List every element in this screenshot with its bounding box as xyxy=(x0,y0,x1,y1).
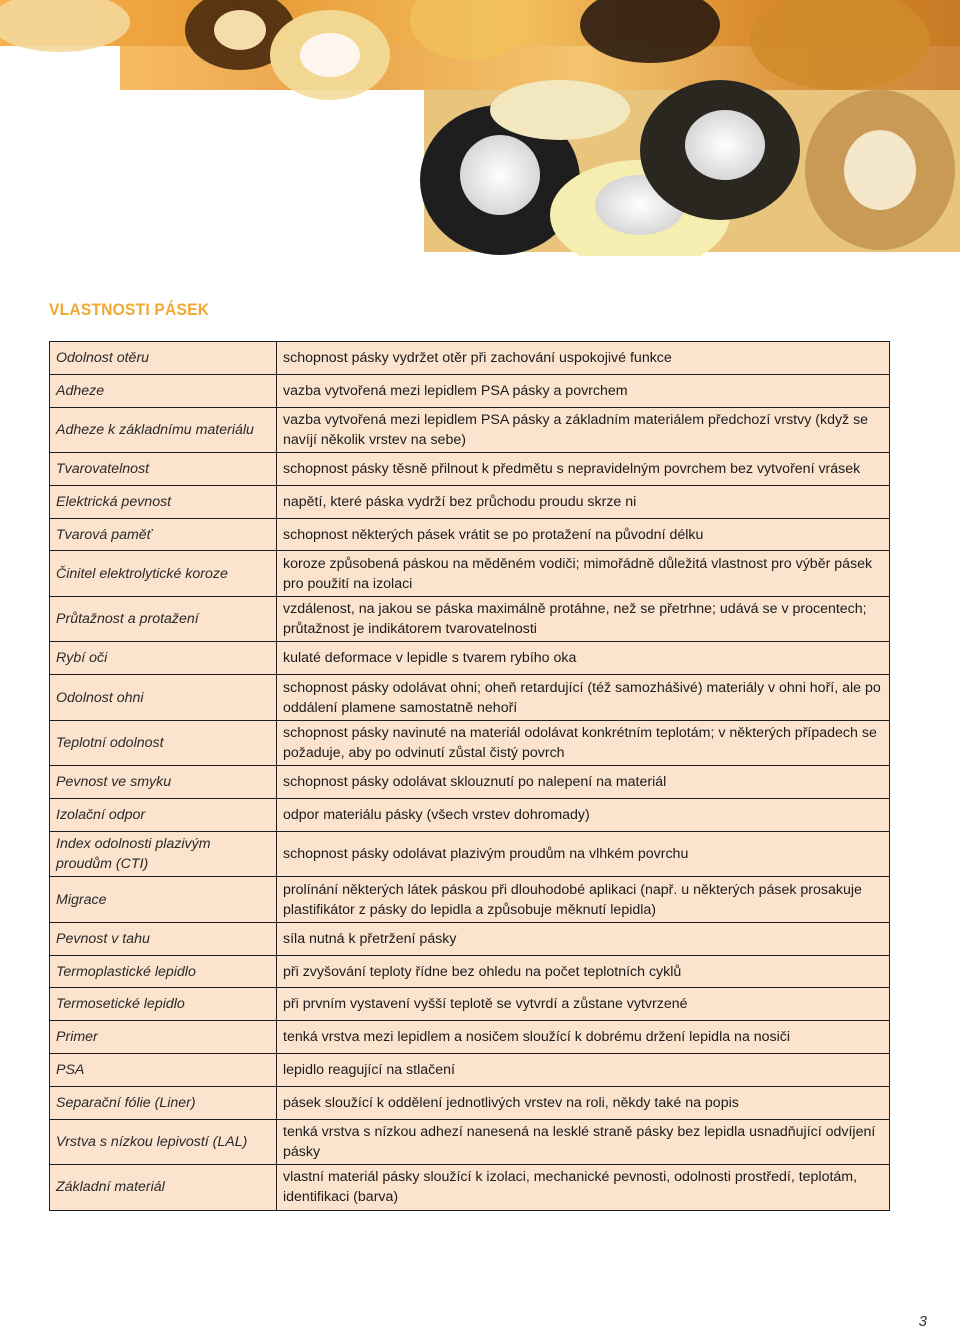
property-term: Vrstva s nízkou lepivostí (LAL) xyxy=(50,1119,277,1165)
property-definition: vazba vytvořená mezi lepidlem PSA pásky a povrchem xyxy=(277,374,890,407)
table-row xyxy=(50,766,890,799)
section-title: VLASTNOSTI PÁSEK xyxy=(49,300,210,319)
property-term: Termosetické lepidlo xyxy=(50,988,277,1021)
table-row xyxy=(50,955,890,988)
table-row xyxy=(50,675,890,721)
table-row xyxy=(50,342,890,375)
property-definition: vlastní materiál pásky sloužící k izolaci, mechanické pevnosti, odolnosti prostředí, teplotám, identifikaci (barva) xyxy=(277,1165,890,1211)
property-definition: koroze způsobená páskou na měděném vodiči; mimořádně důležitá vlastnost pro výběr pásek pro použití na izolaci xyxy=(277,551,890,597)
property-term: Tvarovatelnost xyxy=(50,453,277,486)
table-row xyxy=(50,642,890,675)
property-definition: při zvyšování teploty řídne bez ohledu na počet teplotních cyklů xyxy=(277,955,890,988)
property-term: Odolnost otěru xyxy=(50,342,277,375)
property-term: Separační fólie (Liner) xyxy=(50,1086,277,1119)
property-term: PSA xyxy=(50,1054,277,1087)
property-definition: vazba vytvořená mezi lepidlem PSA pásky a základním materiálem předchozí vrstvy (když se navíjí několik vrstev na sebe) xyxy=(277,407,890,453)
property-term: Rybí oči xyxy=(50,642,277,675)
property-definition: schopnost pásky odolávat plazivým proudům na vlhkém povrchu xyxy=(277,831,890,877)
property-definition: tenká vrstva mezi lepidlem a nosičem sloužící k dobrému držení lepidla na nosiči xyxy=(277,1021,890,1054)
property-term: Činitel elektrolytické koroze xyxy=(50,551,277,597)
property-term: Elektrická pevnost xyxy=(50,485,277,518)
property-term: Tvarová paměť xyxy=(50,518,277,551)
property-definition: při prvním vystavení vyšší teplotě se vytvrdí a zůstane vytvrzené xyxy=(277,988,890,1021)
table-row xyxy=(50,551,890,597)
table-row xyxy=(50,988,890,1021)
table-row xyxy=(50,877,890,923)
table-row xyxy=(50,518,890,551)
table-row xyxy=(50,922,890,955)
table-row xyxy=(50,1086,890,1119)
property-term: Teplotní odolnost xyxy=(50,720,277,766)
table-row xyxy=(50,1165,890,1211)
table-row xyxy=(50,799,890,832)
table-row xyxy=(50,407,890,453)
property-term: Termoplastické lepidlo xyxy=(50,955,277,988)
table-row xyxy=(50,485,890,518)
property-term: Adheze xyxy=(50,374,277,407)
property-term: Primer xyxy=(50,1021,277,1054)
property-term: Adheze k základnímu materiálu xyxy=(50,407,277,453)
property-definition: kulaté deformace v lepidle s tvarem rybího oka xyxy=(277,642,890,675)
property-definition: schopnost pásky odolávat sklouznutí po nalepení na materiál xyxy=(277,766,890,799)
table-row xyxy=(50,1054,890,1087)
property-term: Izolační odpor xyxy=(50,799,277,832)
header-photo xyxy=(0,0,960,256)
property-definition: tenká vrstva s nízkou adhezí nanesená na lesklé straně pásky bez lepidla usnadňující odvíjení pásky xyxy=(277,1119,890,1165)
property-term: Migrace xyxy=(50,877,277,923)
table-row xyxy=(50,596,890,642)
table-row xyxy=(50,453,890,486)
property-definition: odpor materiálu pásky (všech vrstev dohromady) xyxy=(277,799,890,832)
property-definition: pásek sloužící k oddělení jednotlivých vrstev na roli, někdy také na popis xyxy=(277,1086,890,1119)
property-definition: síla nutná k přetržení pásky xyxy=(277,922,890,955)
tape-rolls-photo-icon xyxy=(0,0,960,256)
table-row xyxy=(50,831,890,877)
properties-table xyxy=(49,341,890,1211)
table-row xyxy=(50,720,890,766)
table-row xyxy=(50,1021,890,1054)
property-term: Pevnost v tahu xyxy=(50,922,277,955)
property-term: Index odolnosti plazivým proudům (CTI) xyxy=(50,831,277,877)
property-term: Základní materiál xyxy=(50,1165,277,1211)
table-row xyxy=(50,374,890,407)
page-number: 3 xyxy=(918,1313,927,1330)
property-definition: schopnost některých pásek vrátit se po protažení na původní délku xyxy=(277,518,890,551)
property-definition: prolínání některých látek páskou při dlouhodobé aplikaci (např. u některých pásek prosakuje plastifikátor z pásky do lepidla a způsobuje měknutí lepidla) xyxy=(277,877,890,923)
table-row xyxy=(50,1119,890,1165)
property-term: Odolnost ohni xyxy=(50,675,277,721)
property-definition: schopnost pásky těsně přilnout k předmětu s nepravidelným povrchem bez vytvoření vrásek xyxy=(277,453,890,486)
property-definition: schopnost pásky navinuté na materiál odolávat konkrétním teplotám; v některých případech se požaduje, aby po odvinutí zůstal čistý povrch xyxy=(277,720,890,766)
property-term: Průtažnost a protažení xyxy=(50,596,277,642)
property-term: Pevnost ve smyku xyxy=(50,766,277,799)
property-definition: schopnost pásky vydržet otěr při zachování uspokojivé funkce xyxy=(277,342,890,375)
property-definition: lepidlo reagující na stlačení xyxy=(277,1054,890,1087)
property-definition: vzdálenost, na jakou se páska maximálně protáhne, než se přetrhne; udává se v procentech; průtažnost je indikátorem tvarovatelnosti xyxy=(277,596,890,642)
property-definition: napětí, které páska vydrží bez průchodu proudu skrze ni xyxy=(277,485,890,518)
property-definition: schopnost pásky odolávat ohni; oheň retardující (též samozhášivé) materiály v ohni hoří, ale po oddálení plamene samostatně nehoří xyxy=(277,675,890,721)
